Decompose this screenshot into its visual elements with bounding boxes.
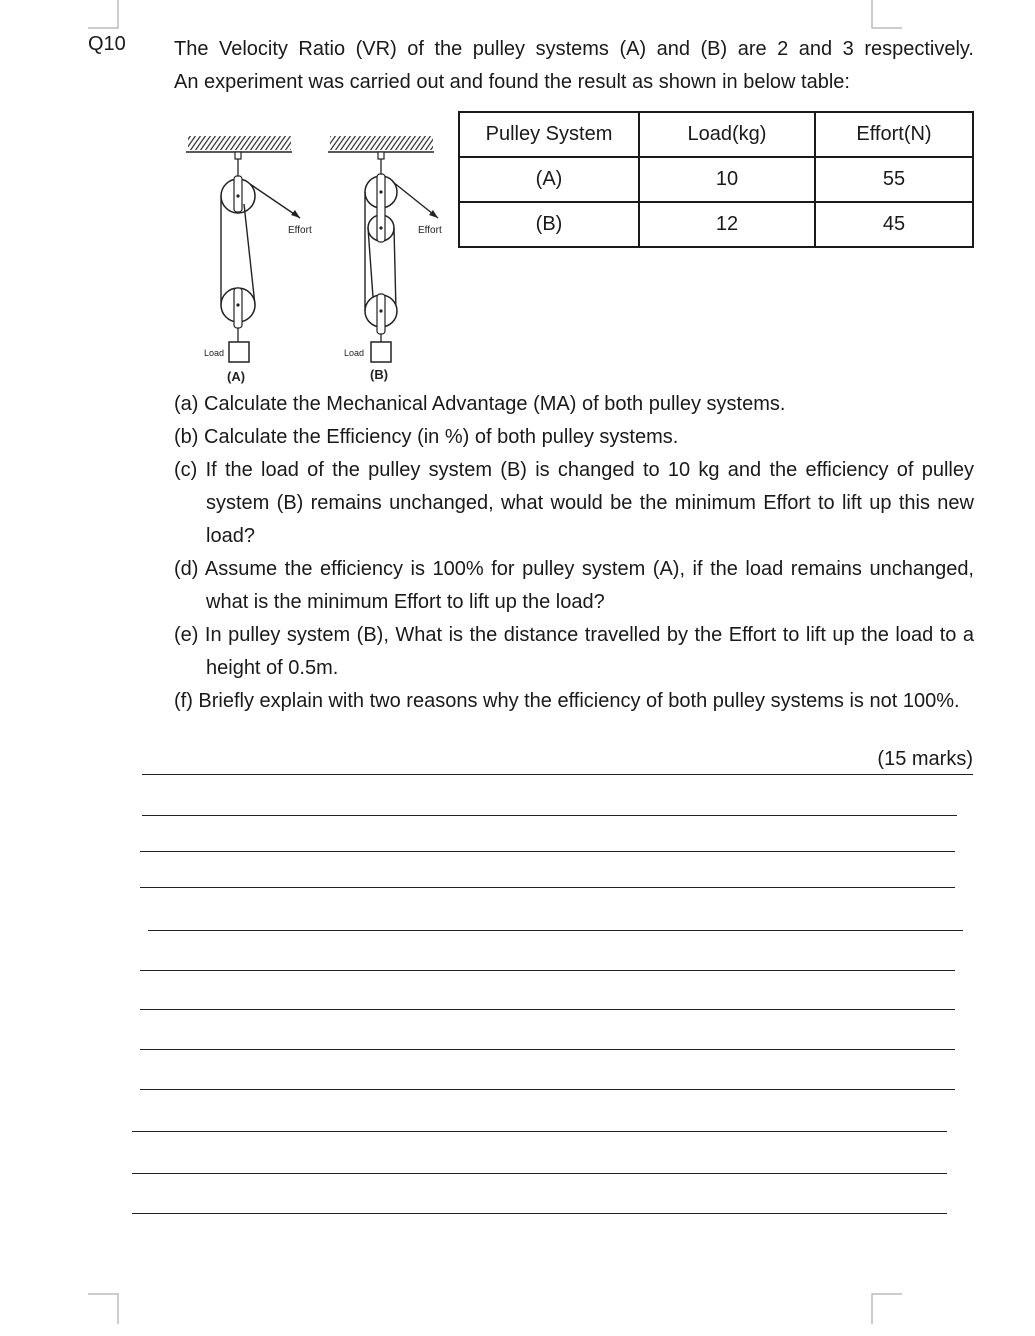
answer-line <box>132 1173 947 1174</box>
load-box-a <box>229 342 249 362</box>
question-number: Q10 <box>88 33 126 55</box>
answer-line <box>132 1213 947 1214</box>
corner-mark-top-right <box>870 0 902 30</box>
answer-line <box>142 774 973 775</box>
answer-line <box>140 970 955 971</box>
effort-label-b: Effort <box>418 225 442 236</box>
ceiling-hatch-a <box>188 136 291 150</box>
sub-question-c: (c) If the load of the pulley system (B) is changed to 10 kg and the efficiency of pulley system (B) remains unchanged, what would be the minimum Effort to lift up this new load? <box>174 459 974 547</box>
sub-questions <box>174 388 974 718</box>
table-row <box>459 157 973 202</box>
table-cell: 55 <box>815 157 973 202</box>
load-label-b: Load <box>344 348 365 358</box>
pulley-diagram <box>180 128 450 390</box>
corner-mark-bottom-left <box>88 1292 120 1324</box>
effort-label-a: Effort <box>288 225 312 236</box>
table-header-cell: Effort(N) <box>815 112 973 157</box>
caption-b: (B) <box>370 367 389 382</box>
answer-line <box>140 1009 955 1010</box>
table-row <box>459 202 973 247</box>
sub-question-b: (b) Calculate the Efficiency (in %) of both pulley systems. <box>174 426 679 448</box>
table-cell: 45 <box>815 202 973 247</box>
table-cell: 10 <box>639 157 815 202</box>
answer-line <box>140 887 955 888</box>
sub-question-d: (d) Assume the efficiency is 100% for pulley system (A), if the load remains unchanged, what is the minimum Effort to lift up the load? <box>174 558 974 613</box>
corner-mark-bottom-right <box>870 1292 902 1324</box>
results-table <box>458 111 974 248</box>
answer-line <box>132 1131 947 1132</box>
answer-line <box>148 930 963 931</box>
caption-a: (A) <box>227 369 246 384</box>
table-cell: (A) <box>459 157 639 202</box>
table-cell: (B) <box>459 202 639 247</box>
intro-line-2: An experiment was carried out and found the result as shown in below table: <box>174 71 850 93</box>
answer-line <box>140 1049 955 1050</box>
pulley-system-a <box>186 136 312 384</box>
load-label-a: Load <box>204 348 225 358</box>
table-cell: 12 <box>639 202 815 247</box>
table-header-cell: Pulley System <box>459 112 639 157</box>
question-intro <box>174 33 974 99</box>
sub-question-a: (a) Calculate the Mechanical Advantage (MA) of both pulley systems. <box>174 393 786 415</box>
load-box-b <box>371 342 391 362</box>
answer-line <box>140 1089 955 1090</box>
sub-question-e: (e) In pulley system (B), What is the distance travelled by the Effort to lift up the load to a height of 0.5m. <box>174 624 974 679</box>
sub-question-f: (f) Briefly explain with two reasons why the efficiency of both pulley systems is not 100%. <box>174 690 960 712</box>
intro-line-1: The Velocity Ratio (VR) of the pulley systems (A) and (B) are 2 and 3 respectively. <box>174 38 974 60</box>
ceiling-hatch-b <box>330 136 433 150</box>
table-header-cell: Load(kg) <box>639 112 815 157</box>
table-header-row <box>459 112 973 157</box>
pulley-system-b <box>328 136 442 382</box>
answer-line <box>140 851 955 852</box>
marks-label: (15 marks) <box>877 748 973 770</box>
corner-mark-top-left <box>88 0 120 30</box>
answer-line <box>142 815 957 816</box>
